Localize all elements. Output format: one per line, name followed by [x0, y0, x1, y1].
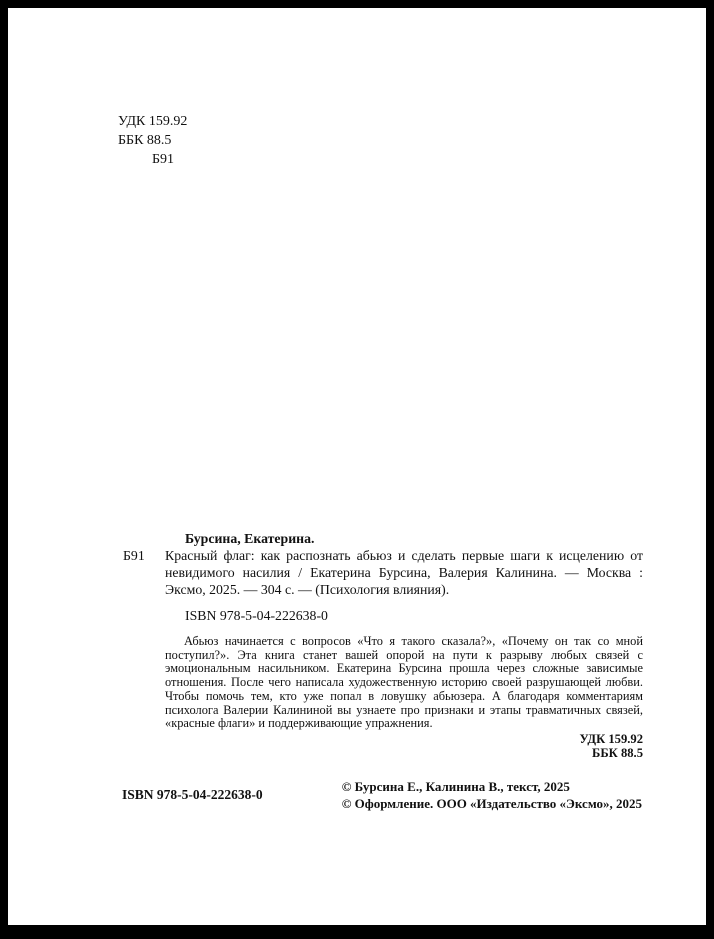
copyright-design-line: © Оформление. ООО «Издательство «Эксмо», 2025	[341, 796, 642, 811]
classification-block	[118, 112, 187, 169]
author-sign-code: Б91	[152, 152, 175, 167]
copyright-block	[342, 778, 642, 812]
udk-number: УДК 159.92	[118, 114, 188, 129]
author-heading: Бурсина, Екатерина.	[185, 531, 315, 546]
bbk-number: ББК 88.5	[118, 133, 172, 148]
margin-author-code: Б91	[123, 548, 145, 563]
bibliographic-entry	[123, 547, 643, 598]
udk-number-right: УДК 159.92	[579, 731, 643, 746]
isbn-bottom: ISBN 978-5-04-222638-0	[122, 787, 263, 802]
bibliographic-description: Красный флаг: как распознать абьюз и сделать первые шаги к исцелению от невидимого насилия / Екатерина Бурсина, Валерия Калинина. — Москва : Эксмо, 2025. — 304 с. — (Психология влияния).	[165, 548, 643, 597]
isbn-card-line: ISBN 978-5-04-222638-0	[185, 608, 328, 623]
book-copyright-page	[8, 8, 706, 925]
copyright-text-line: © Бурсина Е., Калинина В., текст, 2025	[341, 779, 570, 794]
annotation-text: Абьюз начинается с вопросов «Что я такого сказала?», «Почему он так со мной поступил?». Эта книга станет вашей опорой на пути к разрыву любых связей с эмоциональным насильником. Екатерина Бурсина прошла через сложные зависимые отношения. После чего написала художественную историю своей разрушающей любви. Чтобы помочь тем, кто уже попал в ловушку абьюзера. А благодаря комментариям психолога Валерии Калининой вы узнаете про признаки и этапы травматичных связей, «красные флаги» и поддерживающие упражнения.	[165, 634, 643, 731]
bbk-number-right: ББК 88.5	[592, 745, 643, 760]
imprint-footer	[122, 778, 642, 812]
classification-right-block	[123, 733, 643, 760]
catalog-card	[123, 530, 643, 760]
